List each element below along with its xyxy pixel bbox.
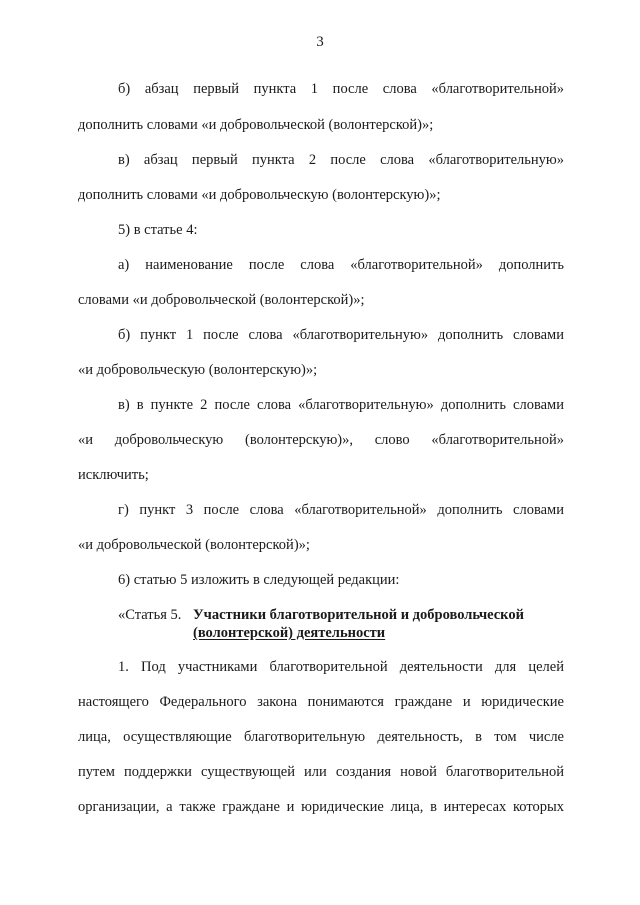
paragraph-line: 1. Под участниками благотворительной деятельности для целей [118,659,564,675]
paragraph-line: «и добровольческую (волонтерскую)», слово «благотворительной» [78,432,564,448]
paragraph-line: дополнить словами «и добровольческую (волонтерскую)»; [78,187,441,203]
paragraph-line: в) абзац первый пункта 2 после слова «благотворительную» [118,152,564,168]
paragraph-line: 5) в статье 4: [118,222,198,238]
paragraph-line: лица, осуществляющие благотворительную деятельность, в том числе [78,729,564,745]
paragraph-line: 6) статью 5 изложить в следующей редакции: [118,572,400,588]
paragraph-line: дополнить словами «и добровольческой (волонтерской)»; [78,117,434,133]
paragraph-line: б) абзац первый пункта 1 после слова «благотворительной» [118,81,564,97]
article-prefix: «Статья 5. [118,607,182,623]
paragraph-line: путем поддержки существующей или создания новой благотворительной [78,764,564,780]
paragraph-line: «и добровольческую (волонтерскую)»; [78,362,318,378]
paragraph-line: «и добровольческой (волонтерской)»; [78,537,310,553]
paragraph-line: настоящего Федерального закона понимаются граждане и юридические [78,694,564,710]
paragraph-line: г) пункт 3 после слова «благотворительной» дополнить словами [118,502,564,518]
paragraph-line: а) наименование после слова «благотворительной» дополнить [118,257,564,273]
paragraph-line: в) в пункте 2 после слова «благотворительную» дополнить словами [118,397,564,413]
page-number: 3 [316,34,324,50]
paragraph-line: словами «и добровольческой (волонтерской)»; [78,292,365,308]
paragraph-line: организации, а также граждане и юридические лица, в интересах которых [78,799,564,815]
paragraph-line: б) пункт 1 после слова «благотворительную» дополнить словами [118,327,564,343]
article-title: Участники благотворительной и добровольческой [193,607,524,623]
paragraph-line: исключить; [78,467,149,483]
article-title: (волонтерской) деятельности [193,625,386,641]
